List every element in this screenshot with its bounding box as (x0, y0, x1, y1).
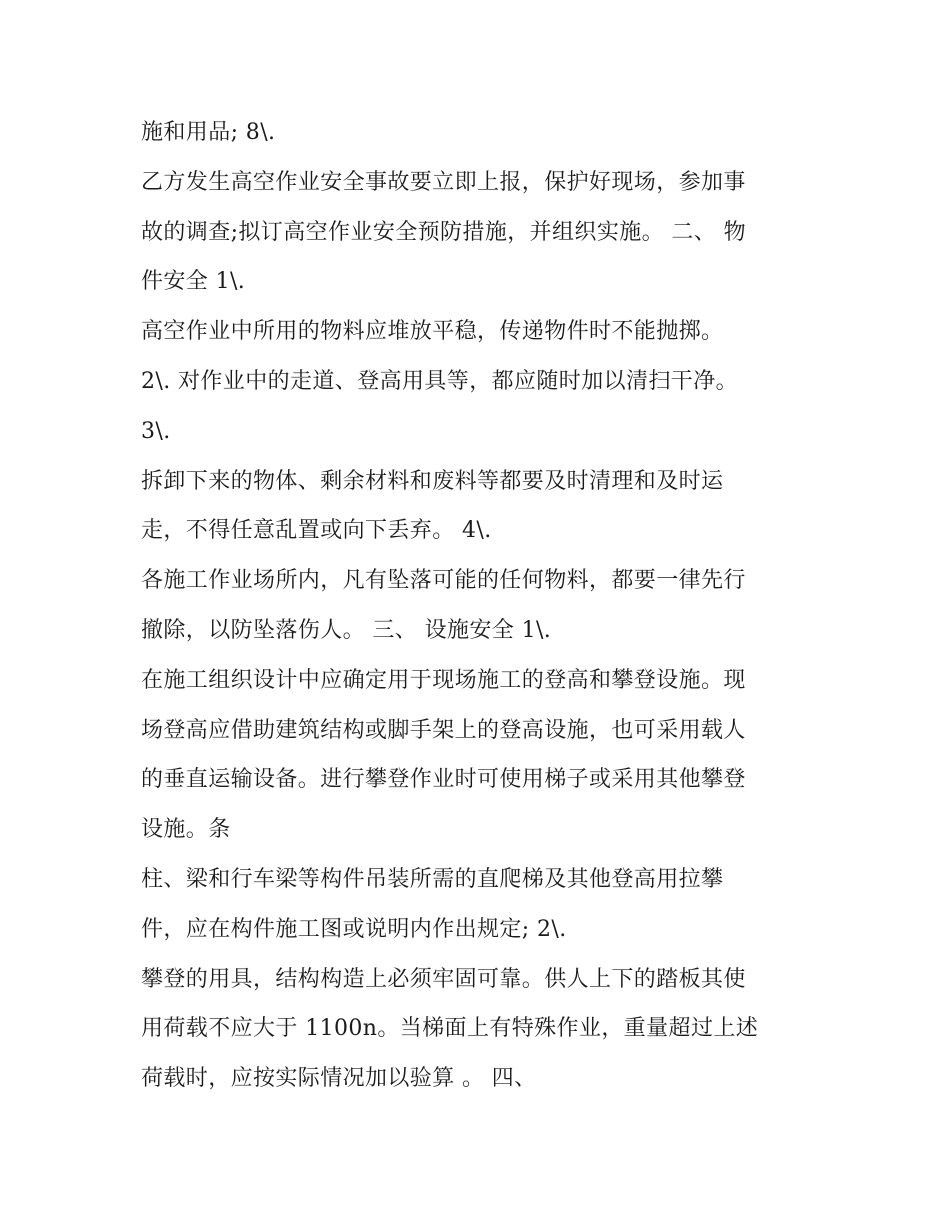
text-line: 撤除，以防坠落伤人。 三、 设施安全 1\. (141, 617, 552, 643)
text-line: 的垂直运输设备。进行攀登作业时可使用梯子或采用其他攀登 (141, 767, 746, 793)
text-line: 件，应在构件施工图或说明内作出规定; 2\. (141, 916, 567, 942)
text-line: 件安全 1\. (141, 269, 246, 295)
text-line: 3\. (141, 418, 171, 444)
text-line: 用荷载不应大于 1100n。当梯面上有特殊作业，重量超过上述 (141, 1016, 759, 1042)
text-line: 场登高应借助建筑结构或脚手架上的登高设施，也可采用载人 (141, 717, 746, 743)
text-line: 柱、梁和行车梁等构件吊装所需的直爬梯及其他登高用拉攀 (141, 866, 724, 892)
text-line: 在施工组织设计中应确定用于现场施工的登高和攀登设施。现 (141, 667, 746, 693)
text-line: 攀登的用具，结构构造上必须牢固可靠。供人上下的踏板其使 (141, 966, 746, 992)
text-line: 荷载时，应按实际情况加以验算 。 四、 (141, 1066, 537, 1092)
text-line: 各施工作业场所内，凡有坠落可能的任何物料，都要一律先行 (141, 568, 746, 594)
body-text (141, 108, 821, 1104)
text-line: 乙方发生高空作业安全事故要立即上报，保护好现场，参加事 (141, 169, 746, 195)
text-line: 故的调查;拟订高空作业安全预防措施，并组织实施。 二、 物 (141, 219, 747, 245)
text-line: 设施。条 (141, 817, 231, 843)
text-line: 拆卸下来的物体、剩余材料和废料等都要及时清理和及时运 (141, 468, 724, 494)
text-line: 施和用品; 8\. (141, 120, 276, 145)
text-line: 高空作业中所用的物料应堆放平稳，传递物件时不能抛掷。 (141, 319, 724, 345)
text-line: 2\. 对作业中的走道、登高用具等，都应随时加以清扫干净。 (141, 368, 738, 394)
text-line: 走，不得任意乱置或向下丢弃。 4\. (141, 518, 492, 544)
